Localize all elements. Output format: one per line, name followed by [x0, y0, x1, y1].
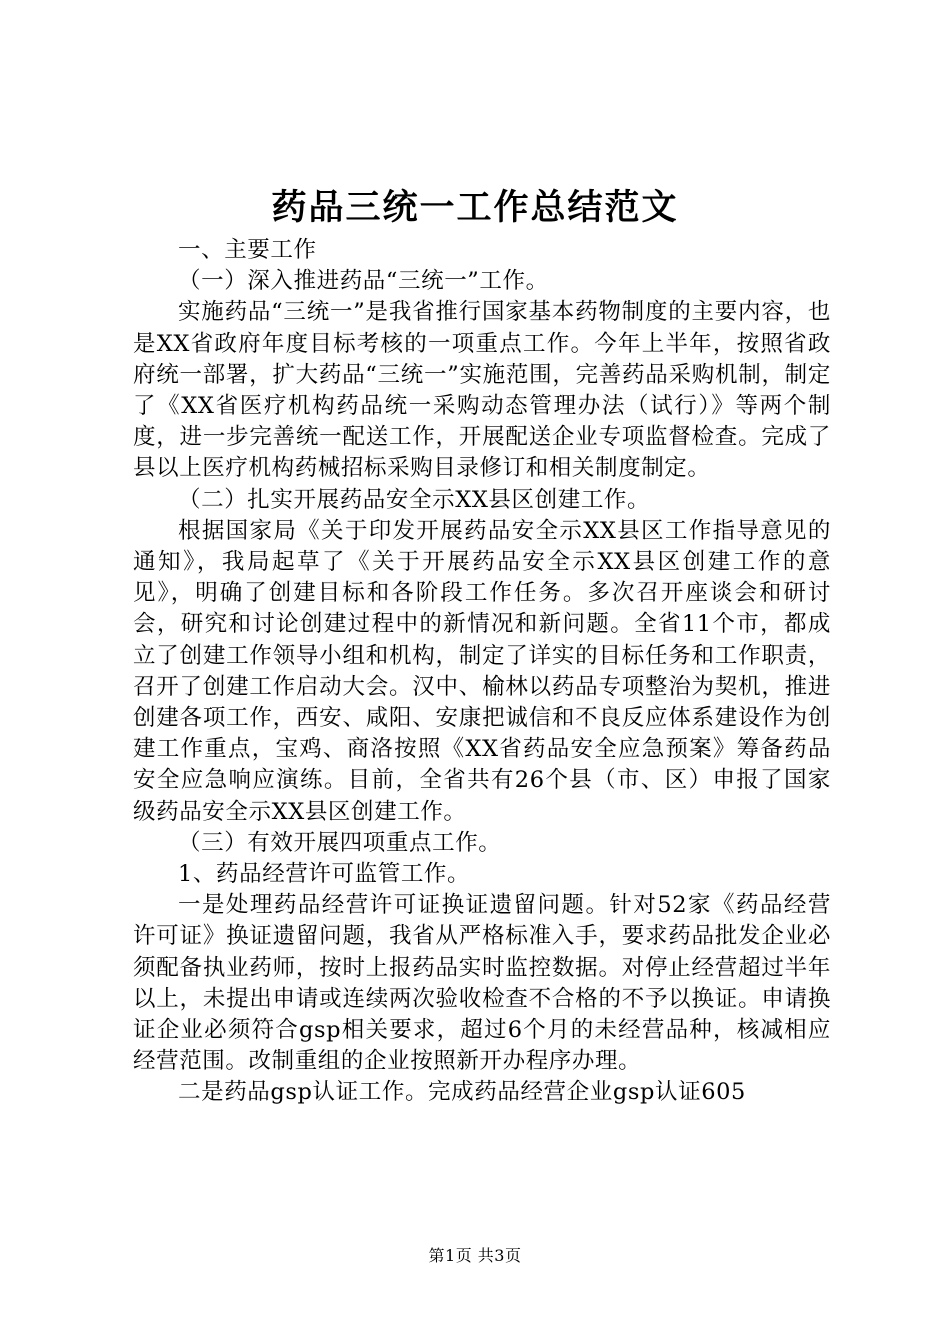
document-title: 药品三统一工作总结范文: [271, 187, 679, 228]
subheading-license-supervision: 1、药品经营许可监管工作。: [178, 861, 471, 888]
paragraph-license-renewal: 一是处理药品经营许可证换证遗留问题。针对52家《药品经营许可证》换证遗留问题，我省从严格标准入手，要求药品批发企业必须配备执业药师，按时上报药品实时监控数据。对停止经营超过半年以上，未提出申请或连续两次验收检查不合格的不予以换证。申请换证企业必须符合gsp相关要求，超过6个月的未经营品种，核减相应经营范围。改制重组的企业按照新开办程序办理。: [133, 892, 831, 1075]
section-heading-main-work: 一、主要工作: [178, 237, 317, 263]
paragraph-gsp-certification: 二是药品gsp认证工作。完成药品经营企业gsp认证605: [178, 1079, 746, 1106]
paragraph-three-unification: 实施药品“三统一”是我省推行国家基本药物制度的主要内容，也是XX省政府年度目标考核的一项重点工作。今年上半年，按照省政府统一部署，扩大药品“三统一”实施范围，完善药品采购机制，制定了《XX省医疗机构药品统一采购动态管理办法（试行）》等两个制度，进一步完善统一配送工作，开展配送企业专项监督检查。完成了县以上医疗机构药械招标采购目录修订和相关制度制定。: [133, 299, 831, 482]
subheading-safety-demonstration: （二）扎实开展药品安全示XX县区创建工作。: [178, 486, 651, 513]
page-footer: 第1页 共3页: [428, 1246, 522, 1265]
subheading-four-key-tasks: （三）有效开展四项重点工作。: [178, 829, 502, 856]
document-body: [133, 235, 831, 1109]
subheading-three-unification: （一）深入推进药品“三统一”工作。: [178, 268, 549, 295]
paragraph-safety-demonstration: 根据国家局《关于印发开展药品安全示XX县区工作指导意见的通知》，我局起草了《关于开展药品安全示XX县区创建工作的意见》，明确了创建目标和各阶段工作任务。多次召开座谈会和研讨会，研究和讨论创建过程中的新情况和新问题。全省11个市，都成立了创建工作领导小组和机构，制定了详实的目标任务和工作职责，召开了创建工作启动大会。汉中、榆林以药品专项整治为契机，推进创建各项工作，西安、咸阳、安康把诚信和不良反应体系建设作为创建工作重点，宝鸡、商洛按照《XX省药品安全应急预案》筹备药品安全应急响应演练。目前，全省共有26个县（市、区）申报了国家级药品安全示XX县区创建工作。: [133, 517, 831, 825]
